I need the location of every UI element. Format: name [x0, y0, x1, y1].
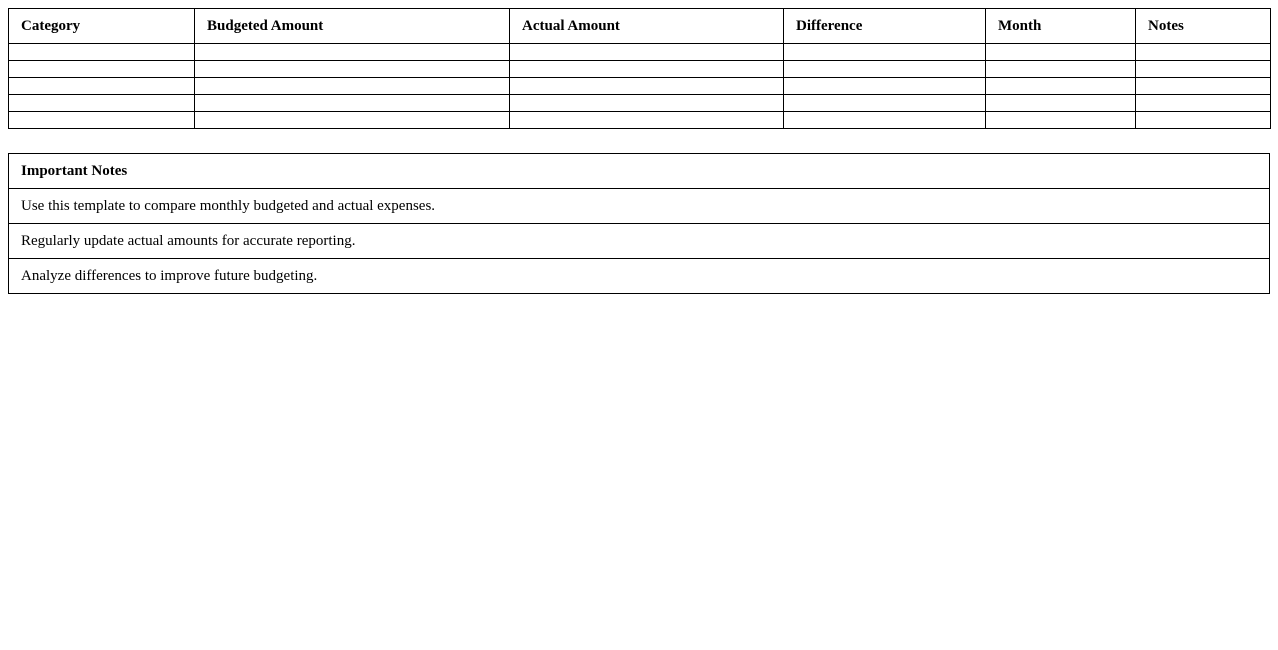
table-cell[interactable]: [1136, 78, 1271, 95]
notes-heading: Important Notes: [9, 154, 1270, 189]
table-cell[interactable]: [510, 78, 784, 95]
table-cell[interactable]: [784, 112, 986, 129]
table-cell[interactable]: [510, 112, 784, 129]
table-cell[interactable]: [510, 95, 784, 112]
table-cell[interactable]: [986, 44, 1136, 61]
table-cell[interactable]: [9, 78, 195, 95]
note-item: Analyze differences to improve future budgeting.: [9, 259, 1270, 294]
table-cell[interactable]: [9, 61, 195, 78]
table-cell[interactable]: [784, 78, 986, 95]
column-header-budgeted-amount: Budgeted Amount: [195, 9, 510, 44]
table-cell[interactable]: [986, 112, 1136, 129]
column-header-actual-amount: Actual Amount: [510, 9, 784, 44]
table-cell[interactable]: [195, 61, 510, 78]
table-cell[interactable]: [784, 61, 986, 78]
table-row: [9, 78, 1271, 95]
table-cell[interactable]: [784, 44, 986, 61]
table-cell[interactable]: [510, 61, 784, 78]
table-row: [9, 112, 1271, 129]
table-cell[interactable]: [510, 44, 784, 61]
table-cell[interactable]: [1136, 61, 1271, 78]
table-cell[interactable]: [195, 95, 510, 112]
table-cell[interactable]: [195, 112, 510, 129]
table-row: [9, 61, 1271, 78]
table-cell[interactable]: [1136, 95, 1271, 112]
column-header-category: Category: [9, 9, 195, 44]
table-cell[interactable]: [1136, 112, 1271, 129]
table-cell[interactable]: [9, 44, 195, 61]
table-cell[interactable]: [986, 61, 1136, 78]
note-row: [9, 259, 1270, 294]
note-item: Regularly update actual amounts for accurate reporting.: [9, 224, 1270, 259]
table-row: [9, 95, 1271, 112]
note-row: [9, 189, 1270, 224]
table-header-row: [9, 9, 1271, 44]
table-cell[interactable]: [986, 78, 1136, 95]
table-cell[interactable]: [195, 78, 510, 95]
table-cell[interactable]: [784, 95, 986, 112]
table-cell[interactable]: [986, 95, 1136, 112]
table-cell[interactable]: [195, 44, 510, 61]
note-row: [9, 224, 1270, 259]
column-header-notes: Notes: [1136, 9, 1271, 44]
note-item: Use this template to compare monthly budgeted and actual expenses.: [9, 189, 1270, 224]
notes-header-row: [9, 154, 1270, 189]
notes-table: [8, 153, 1270, 294]
table-row: [9, 44, 1271, 61]
column-header-month: Month: [986, 9, 1136, 44]
table-cell[interactable]: [9, 95, 195, 112]
budget-table: [8, 8, 1271, 129]
column-header-difference: Difference: [784, 9, 986, 44]
table-cell[interactable]: [1136, 44, 1271, 61]
table-cell[interactable]: [9, 112, 195, 129]
